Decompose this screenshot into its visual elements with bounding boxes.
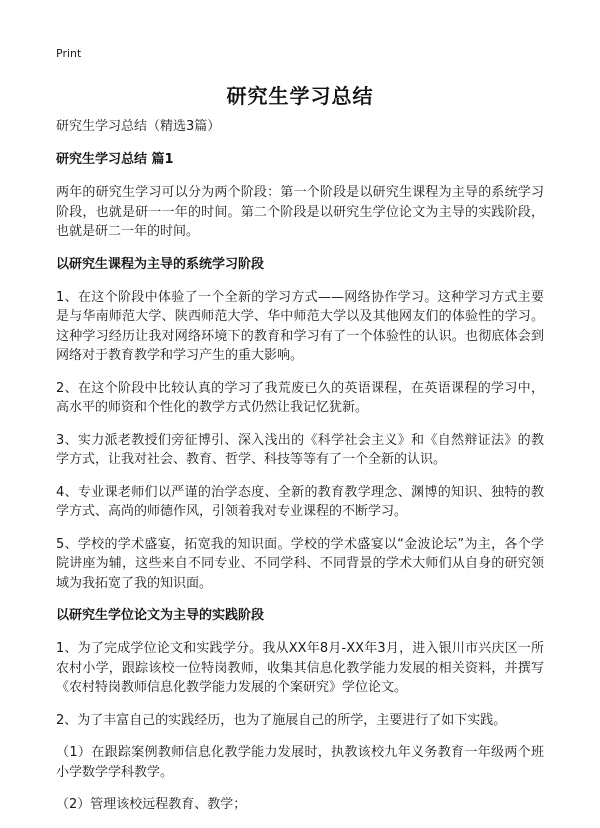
print-link[interactable]: Print (56, 47, 82, 60)
document-body (56, 117, 544, 825)
stage1-item: 5、学校的学术盛宴，拓宽我的知识面。学校的学术盛宴以“金波论坛”为主，各个学院讲座为辅，这些来自不同专业、不同学科、不同背景的学术大师们从自身的研究领域为我拓宽了我的知识面。 (56, 536, 544, 591)
stage1-item: 3、实力派老教授们旁征博引、深入浅出的《科学社会主义》和《自然辩证法》的教学方式，让我对社会、教育、哲学、科技等等有了一个全新的认识。 (56, 432, 544, 467)
stage2-item: （2）管理该校远程教育、教学； (56, 797, 247, 812)
stage2-item: 1、为了完成学位论文和实践学分。我从XX年8月-XX年3月，进入银川市兴庆区一所农村小学，跟踪该校一位特岗教师，收集其信息化教学能力发展的相关资料，并撰写《农村特岗教师信息化教学能力发展的个案研究》学位论文。 (56, 641, 544, 695)
document-subtitle: 研究生学习总结（精选3篇） (56, 119, 221, 134)
stage2-item: （1）在跟踪案例教师信息化教学能力发展时，执教该校九年义务教育一年级两个班小学数学学科教学。 (56, 745, 544, 780)
intro-paragraph: 两年的研究生学习可以分为两个阶段：第一个阶段是以研究生课程为主导的系统学习阶段，也就是研一一年的时间。第二个阶段是以研究生学位论文为主导的实践阶段，也就是研二一年的时间。 (56, 185, 544, 239)
stage2-item: 2、为了丰富自己的实践经历，也为了施展自己的所学，主要进行了如下实践。 (56, 712, 507, 728)
page-title: 研究生学习总结 (226, 84, 374, 108)
section-title: 研究生学习总结 篇1 (56, 152, 174, 167)
stage2-heading: 以研究生学位论文为主导的实践阶段 (56, 608, 265, 623)
stage1-item: 1、在这个阶段中体验了一个全新的学习方式——网络协作学习。这种学习方式主要是与华南师范大学、陕西师范大学、华中师范大学以及其他网友们的体验性的学习。这种学习经历让我对网络环境下的教育和学习有了一个体验性的认识。也彻底体会到网络对于教育教学和学习产生的重大影响。 (56, 289, 544, 363)
stage1-heading: 以研究生课程为主导的系统学习阶段 (56, 256, 265, 272)
stage1-item: 4、专业课老师们以严谨的治学态度、全新的教育教学理念、渊博的知识、独特的教学方式、高尚的师德作风，引领着我对专业课程的不断学习。 (56, 484, 544, 519)
stage1-item: 2、在这个阶段中比较认真的学习了我荒废已久的英语课程，在英语课程的学习中，高水平的师资和个性化的教学方式仍然让我记忆犹新。 (56, 380, 544, 415)
